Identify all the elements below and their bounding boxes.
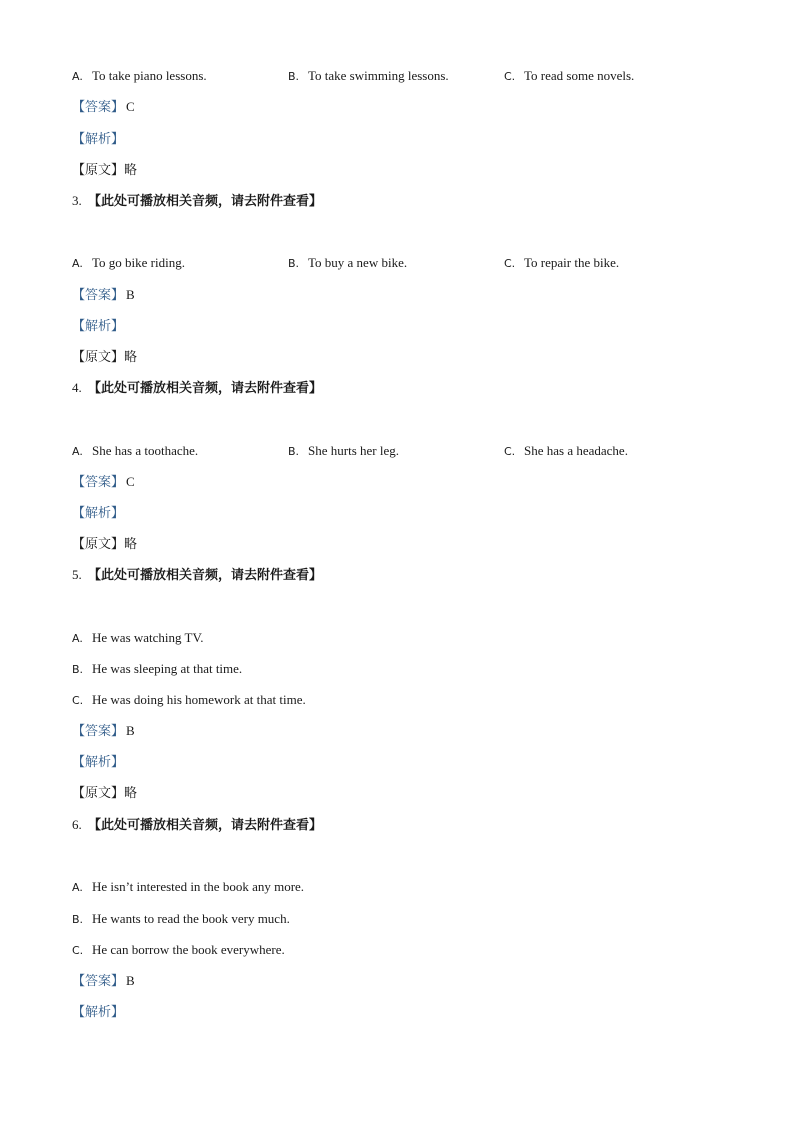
audio-placeholder: 【此处可播放相关音频，请去附件查看】 (88, 194, 323, 209)
q3-answer: 【答案】 B (72, 287, 135, 303)
q2-options-row (72, 67, 732, 85)
q4-header: 4. 【此处可播放相关音频，请去附件查看】 (72, 380, 323, 396)
q6-option-a: A. He isn’t interested in the book any more. (72, 879, 305, 894)
q4-option-c: C. She has a headache. (504, 443, 628, 458)
audio-placeholder: 【此处可播放相关音频，请去附件查看】 (88, 568, 323, 583)
audio-placeholder: 【此处可播放相关音频，请去附件查看】 (88, 381, 323, 396)
q2-analysis: 【解析】 (72, 132, 125, 147)
q5-option-c: C. He was doing his homework at that time. (72, 692, 306, 707)
q3-header: 3. 【此处可播放相关音频，请去附件查看】 (72, 193, 323, 209)
q2-option-c: C. To read some novels. (504, 68, 635, 83)
q6-analysis: 【解析】 (72, 1005, 125, 1020)
q2-option-a: A. To take piano lessons. (72, 68, 207, 83)
q6-option-c: C. He can borrow the book everywhere. (72, 942, 285, 957)
q5-option-b: B. He was sleeping at that time. (72, 661, 243, 676)
q5-answer: 【答案】 B (72, 723, 135, 739)
q4-option-b: B. She hurts her leg. (288, 443, 399, 458)
q4-answer: 【答案】 C (72, 474, 135, 490)
q3-option-b: B. To buy a new bike. (288, 255, 408, 270)
q4-option-a: A. She has a toothache. (72, 443, 199, 458)
q4-original: 【原文】略 (72, 537, 138, 552)
q3-option-c: C. To repair the bike. (504, 255, 620, 270)
q6-option-b: B. He wants to read the book very much. (72, 911, 290, 926)
audio-placeholder: 【此处可播放相关音频，请去附件查看】 (88, 818, 323, 833)
q6-header: 6. 【此处可播放相关音频，请去附件查看】 (72, 817, 323, 833)
q5-option-a: A. He was watching TV. (72, 630, 204, 645)
q2-answer: 【答案】 C (72, 99, 135, 115)
q5-header: 5. 【此处可播放相关音频，请去附件查看】 (72, 567, 323, 583)
q6-answer: 【答案】 B (72, 973, 135, 989)
q5-original: 【原文】略 (72, 786, 138, 801)
q2-original: 【原文】略 (72, 163, 138, 178)
q3-analysis: 【解析】 (72, 319, 125, 334)
q3-original: 【原文】略 (72, 350, 138, 365)
q4-analysis: 【解析】 (72, 506, 125, 521)
q4-options-row (72, 442, 732, 460)
q5-analysis: 【解析】 (72, 755, 125, 770)
q2-option-b: B. To take swimming lessons. (288, 68, 449, 83)
q3-option-a: A. To go bike riding. (72, 255, 185, 270)
q3-options-row (72, 254, 732, 272)
